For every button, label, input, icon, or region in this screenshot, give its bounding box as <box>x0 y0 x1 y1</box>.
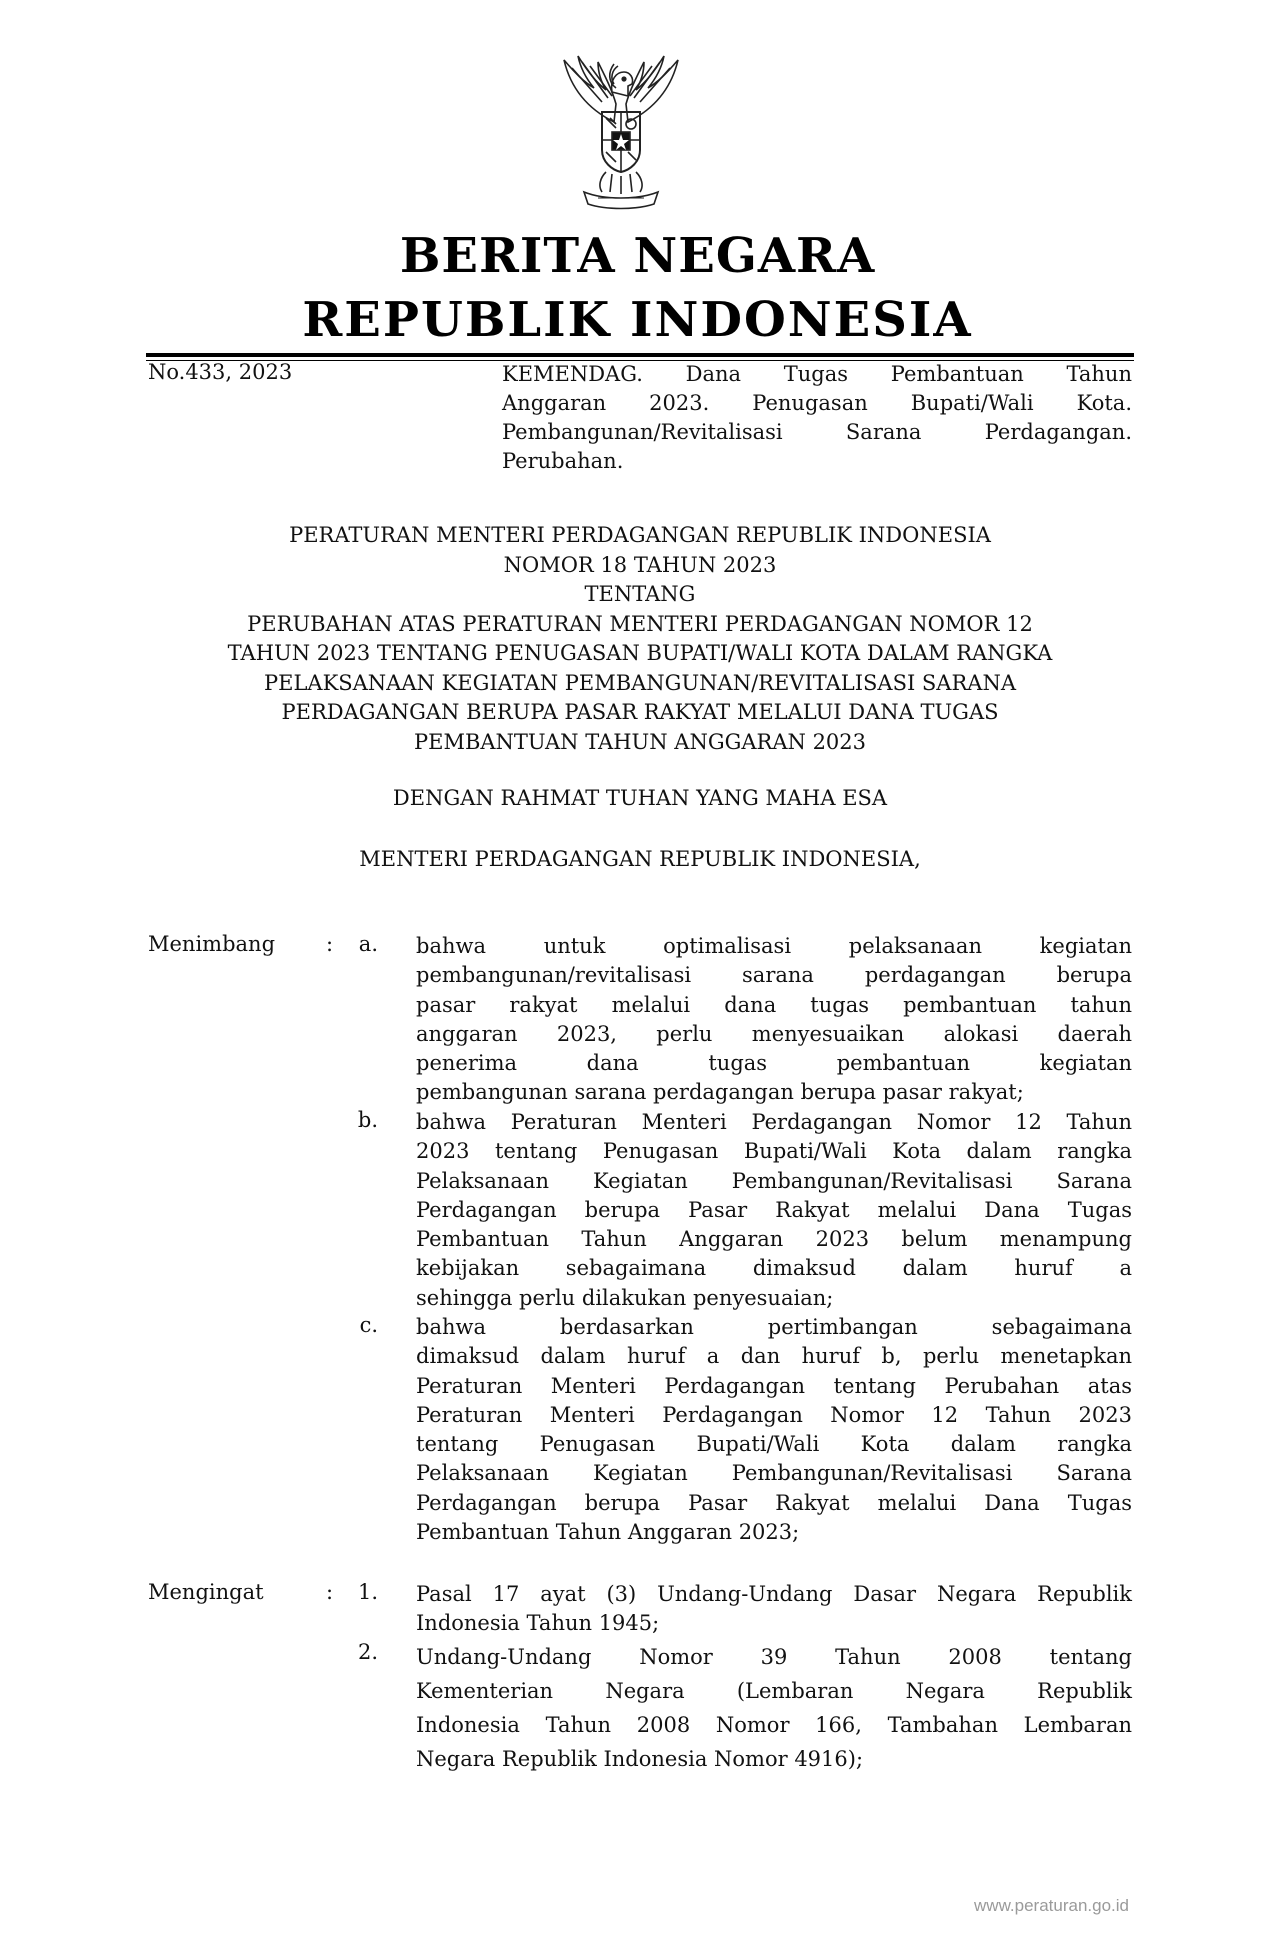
subject-line: KEMENDAG. Dana Tugas Pembantuan Tahun <box>502 362 1132 386</box>
subject-line: Pembangunan/Revitalisasi Sarana Perdagangan. <box>502 420 1132 444</box>
item-line: Perdagangan berupa Pasar Rakyat melalui Dana Tugas <box>416 1490 1132 1515</box>
masthead-title: BERITA NEGARA <box>399 228 876 284</box>
issue-number: No.433, 2023 <box>148 360 293 384</box>
mengingat-colon: : <box>326 1580 334 1604</box>
issue-subject <box>502 360 1132 476</box>
item-line: sehingga perlu dilakukan penyesuaian; <box>416 1285 834 1310</box>
title-line: TENTANG <box>584 582 696 606</box>
title-line: PELAKSANAAN KEGIATAN PEMBANGUNAN/REVITALISASI SARANA <box>264 670 1016 695</box>
subject-line: Anggaran 2023. Penugasan Bupati/Wali Kota. <box>502 391 1132 415</box>
subject-line: Perubahan. <box>502 449 624 473</box>
minister-heading: MENTERI PERDAGANGAN REPUBLIK INDONESIA, <box>359 847 921 871</box>
item-line: bahwa Peraturan Menteri Perdagangan Nomor 12 Tahun <box>416 1110 1132 1134</box>
item-line: Pembantuan Tahun Anggaran 2023; <box>416 1520 800 1545</box>
item-line: Pelaksanaan Kegiatan Pembangunan/Revitalisasi Sarana <box>416 1168 1132 1193</box>
item-line: Peraturan Menteri Perdagangan tentang Perubahan atas <box>416 1373 1132 1398</box>
title-line: PERUBAHAN ATAS PERATURAN MENTERI PERDAGANGAN NOMOR 12 <box>247 611 1033 636</box>
mengingat-item-2 <box>416 1640 1132 1776</box>
menimbang-item-c <box>416 1313 1132 1547</box>
item-line: Perdagangan berupa Pasar Rakyat melalui Dana Tugas <box>416 1197 1132 1222</box>
item-line: bahwa berdasarkan pertimbangan sebagaimana <box>416 1315 1132 1339</box>
item-line: tentang Penugasan Bupati/Wali Kota dalam rangka <box>416 1432 1132 1457</box>
footer-url: www.peraturan.go.id <box>974 1896 1129 1915</box>
menimbang-item-mark: a. <box>358 932 378 956</box>
item-line: pasar rakyat melalui dana tugas pembantuan tahun <box>416 992 1132 1017</box>
menimbang-item-mark: b. <box>357 1108 378 1132</box>
item-line: Indonesia Tahun 1945; <box>416 1611 660 1636</box>
menimbang-item-b <box>416 1108 1132 1313</box>
title-line: PEMBANTUAN TAHUN ANGGARAN 2023 <box>413 729 867 754</box>
item-line: 2023 tentang Penugasan Bupati/Wali Kota dalam rangka <box>416 1139 1132 1164</box>
item-line: Peraturan Menteri Perdagangan Nomor 12 Tahun 2023 <box>416 1402 1132 1427</box>
mengingat-item-mark: 2. <box>357 1640 378 1664</box>
item-line: Pasal 17 ayat (3) Undang-Undang Dasar Negara Republik <box>416 1582 1132 1606</box>
item-line: dimaksud dalam huruf a dan huruf b, perlu menetapkan <box>416 1344 1132 1369</box>
mengingat-label: Mengingat <box>148 1580 264 1604</box>
regulation-title <box>146 521 1134 757</box>
menimbang-item-mark: c. <box>359 1313 378 1337</box>
menimbang-label: Menimbang <box>148 932 276 956</box>
garuda-emblem-icon <box>554 52 688 210</box>
title-line: PERATURAN MENTERI PERDAGANGAN REPUBLIK INDONESIA <box>289 523 991 547</box>
item-line: pembangunan/revitalisasi sarana perdagangan berupa <box>416 963 1132 988</box>
invocation: DENGAN RAHMAT TUHAN YANG MAHA ESA <box>392 786 888 810</box>
item-line: bahwa untuk optimalisasi pelaksanaan kegiatan <box>416 934 1132 958</box>
item-line: Undang-Undang Nomor 39 Tahun 2008 tentang <box>416 1645 1132 1669</box>
item-line: penerima dana tugas pembantuan kegiatan <box>416 1051 1132 1076</box>
item-line: kebijakan sebagaimana dimaksud dalam huruf a <box>416 1256 1132 1281</box>
mengingat-item-1 <box>416 1580 1132 1639</box>
masthead-rule-thick <box>146 353 1134 357</box>
mengingat-item-mark: 1. <box>357 1580 378 1604</box>
menimbang-colon: : <box>326 932 334 956</box>
title-line: TAHUN 2023 TENTANG PENUGASAN BUPATI/WALI KOTA DALAM RANGKA <box>227 641 1053 665</box>
title-line: PERDAGANGAN BERUPA PASAR RAKYAT MELALUI DANA TUGAS <box>281 700 999 724</box>
item-line: Kementerian Negara (Lembaran Negara Republik <box>416 1679 1132 1703</box>
masthead-subtitle: REPUBLIK INDONESIA <box>302 292 973 348</box>
title-line: NOMOR 18 TAHUN 2023 <box>503 552 777 577</box>
item-line: pembangunan sarana perdagangan berupa pasar rakyat; <box>416 1080 1024 1105</box>
item-line: Indonesia Tahun 2008 Nomor 166, Tambahan Lembaran <box>416 1713 1132 1737</box>
item-line: anggaran 2023, perlu menyesuaikan alokasi daerah <box>416 1021 1132 1046</box>
menimbang-item-a <box>416 932 1132 1108</box>
item-line: Pelaksanaan Kegiatan Pembangunan/Revitalisasi Sarana <box>416 1461 1132 1486</box>
item-line: Negara Republik Indonesia Nomor 4916); <box>416 1747 864 1771</box>
item-line: Pembantuan Tahun Anggaran 2023 belum menampung <box>416 1227 1132 1252</box>
